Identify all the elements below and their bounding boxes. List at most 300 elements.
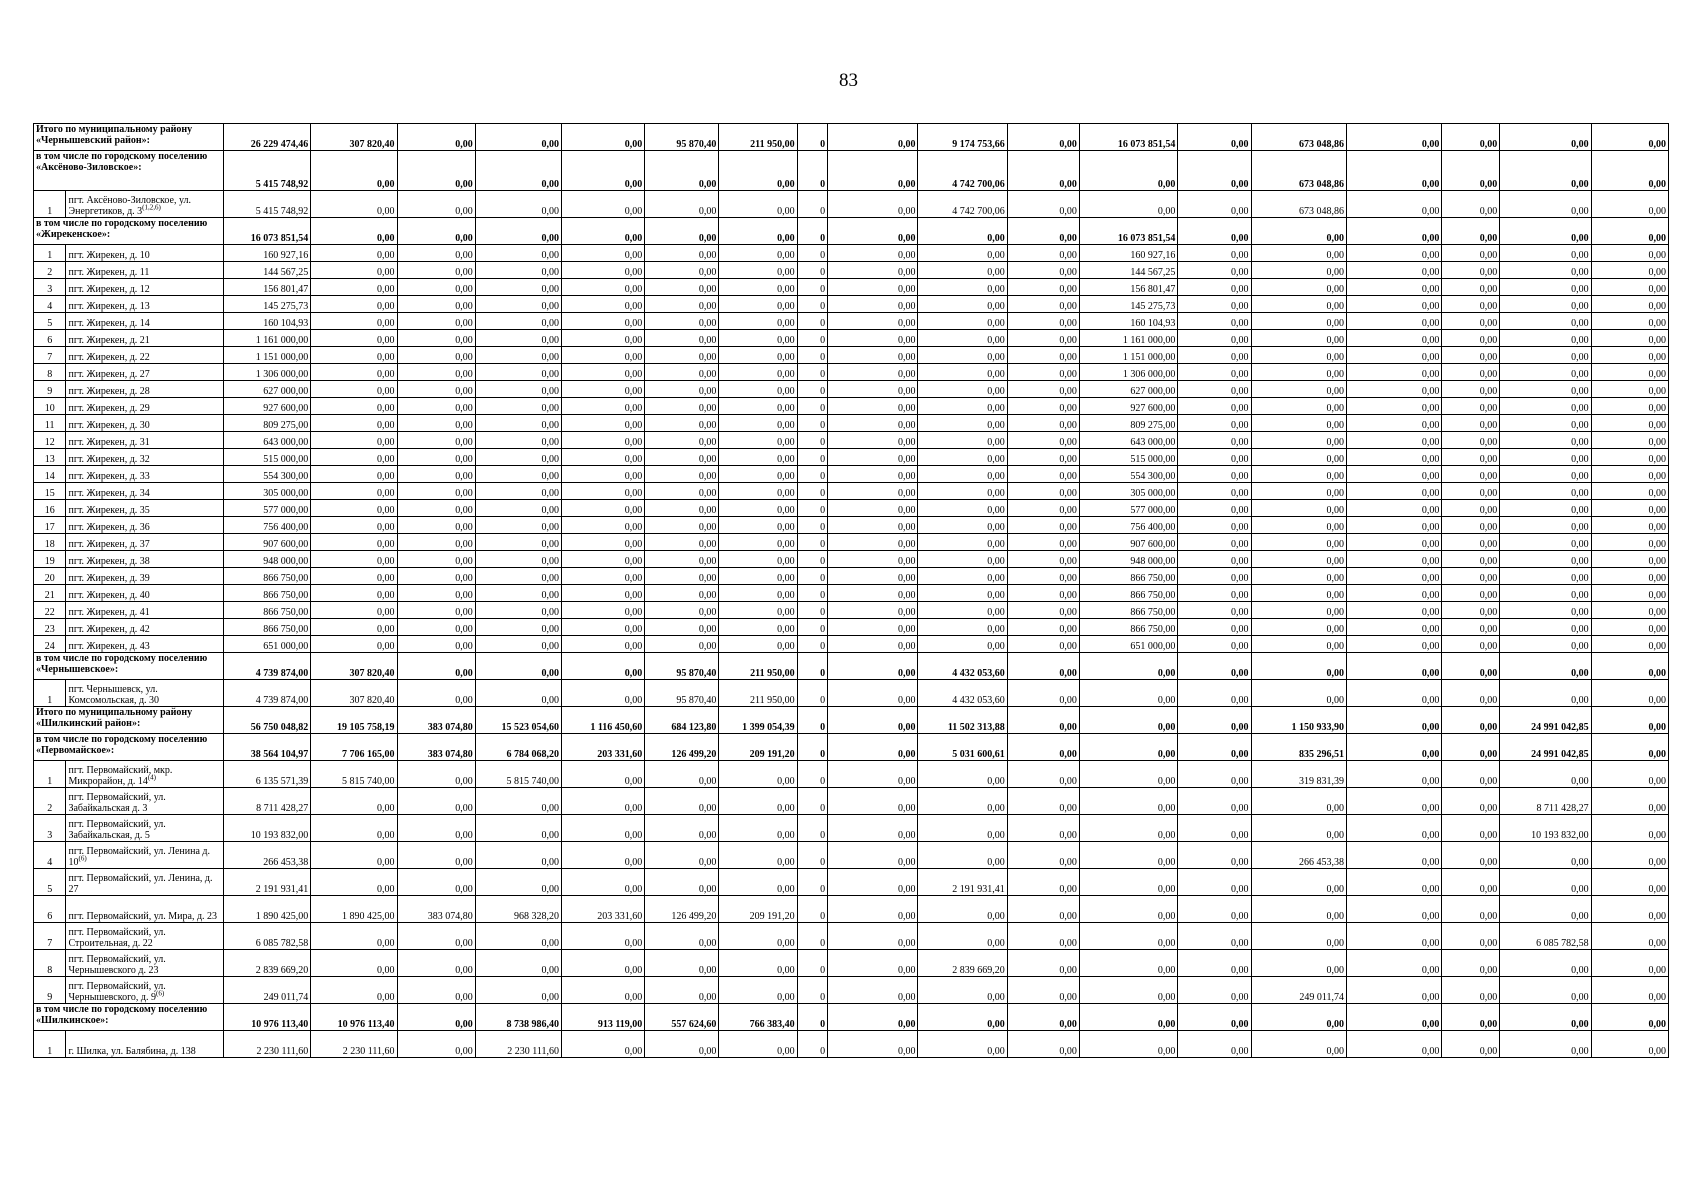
data-table — [33, 123, 1669, 1058]
amount-cell: 0,00 — [1178, 636, 1251, 653]
amount-cell: 1 150 933,90 — [1251, 707, 1346, 734]
amount-cell: 0,00 — [397, 415, 475, 432]
amount-cell: 0,00 — [562, 602, 645, 619]
amount-cell: 0,00 — [1251, 432, 1346, 449]
amount-cell: 0,00 — [1251, 364, 1346, 381]
amount-cell: 0,00 — [828, 568, 918, 585]
amount-cell: 0 — [797, 262, 827, 279]
amount-cell: 0,00 — [1346, 483, 1441, 500]
amount-cell: 0,00 — [1251, 398, 1346, 415]
amount-cell: 0,00 — [397, 923, 475, 950]
amount-cell: 0,00 — [311, 330, 397, 347]
amount-cell: 0,00 — [1178, 398, 1251, 415]
amount-cell: 0,00 — [1178, 950, 1251, 977]
amount-cell: 0,00 — [1442, 415, 1500, 432]
amount-cell: 0,00 — [1591, 218, 1668, 245]
amount-cell: 307 820,40 — [311, 124, 397, 151]
amount-cell: 0,00 — [719, 398, 797, 415]
table-row — [34, 398, 1669, 415]
amount-cell: 0,00 — [828, 551, 918, 568]
amount-cell: 0,00 — [1251, 788, 1346, 815]
amount-cell: 0,00 — [1346, 1031, 1441, 1058]
amount-cell: 0,00 — [1346, 330, 1441, 347]
amount-cell: 9 174 753,66 — [918, 124, 1007, 151]
address-cell: пгт. Жирекен, д. 14 — [66, 313, 223, 330]
amount-cell: 866 750,00 — [1079, 585, 1178, 602]
amount-cell: 0,00 — [311, 279, 397, 296]
amount-cell: 0,00 — [1178, 432, 1251, 449]
amount-cell: 0,00 — [645, 364, 719, 381]
table-row — [34, 415, 1669, 432]
amount-cell: 948 000,00 — [1079, 551, 1178, 568]
address-cell: пгт. Жирекен, д. 43 — [66, 636, 223, 653]
amount-cell: 249 011,74 — [223, 977, 310, 1004]
amount-cell: 0,00 — [397, 262, 475, 279]
amount-cell: 0 — [797, 534, 827, 551]
amount-cell: 0,00 — [1346, 534, 1441, 551]
amount-cell: 307 820,40 — [311, 680, 397, 707]
amount-cell: 0,00 — [918, 415, 1007, 432]
amount-cell: 0,00 — [1500, 568, 1591, 585]
address-cell: пгт. Первомайский, ул. Мира, д. 23 — [66, 896, 223, 923]
amount-cell: 0,00 — [311, 619, 397, 636]
amount-cell: 0,00 — [1079, 680, 1178, 707]
amount-cell: 0 — [797, 398, 827, 415]
total-row — [34, 707, 1669, 734]
amount-cell: 16 073 851,54 — [1079, 218, 1178, 245]
amount-cell: 0,00 — [1007, 636, 1079, 653]
row-index: 1 — [34, 680, 66, 707]
amount-cell: 160 104,93 — [223, 313, 310, 330]
amount-cell: 0,00 — [1442, 262, 1500, 279]
address-cell: пгт. Первомайский, ул. Чернышевского, д. 9$^{(6)}$ — [66, 977, 223, 1004]
amount-cell: 0,00 — [1007, 896, 1079, 923]
amount-cell: 0 — [797, 432, 827, 449]
amount-cell: 0,00 — [1007, 449, 1079, 466]
amount-cell: 0,00 — [1442, 761, 1500, 788]
amount-cell: 0,00 — [645, 313, 719, 330]
row-index: 4 — [34, 296, 66, 313]
amount-cell: 0,00 — [475, 191, 561, 218]
amount-cell: 0,00 — [828, 761, 918, 788]
amount-cell: 0 — [797, 869, 827, 896]
amount-cell: 144 567,25 — [223, 262, 310, 279]
amount-cell: 0,00 — [1442, 1031, 1500, 1058]
amount-cell: 0,00 — [1178, 517, 1251, 534]
amount-cell: 0,00 — [1178, 602, 1251, 619]
amount-cell: 0,00 — [1007, 415, 1079, 432]
row-index: 1 — [34, 191, 66, 218]
amount-cell: 0,00 — [475, 381, 561, 398]
amount-cell: 0,00 — [828, 500, 918, 517]
amount-cell: 0,00 — [397, 636, 475, 653]
amount-cell: 0,00 — [1007, 347, 1079, 364]
amount-cell: 0 — [797, 347, 827, 364]
table-row — [34, 534, 1669, 551]
amount-cell: 10 193 832,00 — [1500, 815, 1591, 842]
amount-cell: 126 499,20 — [645, 734, 719, 761]
amount-cell: 0,00 — [1500, 1004, 1591, 1031]
amount-cell: 0,00 — [1178, 483, 1251, 500]
amount-cell: 0,00 — [1251, 1004, 1346, 1031]
amount-cell: 1 161 000,00 — [223, 330, 310, 347]
address-cell: пгт. Первомайский, ул. Забайкальская, д. 5 — [66, 815, 223, 842]
amount-cell: 0,00 — [719, 815, 797, 842]
amount-cell: 0 — [797, 815, 827, 842]
amount-cell: 0,00 — [1007, 124, 1079, 151]
amount-cell: 0 — [797, 680, 827, 707]
amount-cell: 0,00 — [918, 245, 1007, 262]
amount-cell: 0,00 — [397, 1031, 475, 1058]
amount-cell: 0,00 — [562, 279, 645, 296]
row-index: 23 — [34, 619, 66, 636]
amount-cell: 160 104,93 — [1079, 313, 1178, 330]
row-index: 6 — [34, 330, 66, 347]
amount-cell: 0 — [797, 466, 827, 483]
amount-cell: 8 711 428,27 — [1500, 788, 1591, 815]
amount-cell: 0,00 — [828, 313, 918, 330]
amount-cell: 0 — [797, 977, 827, 1004]
amount-cell: 0,00 — [828, 262, 918, 279]
amount-cell: 0,00 — [397, 869, 475, 896]
amount-cell: 0,00 — [311, 466, 397, 483]
amount-cell: 0,00 — [1007, 381, 1079, 398]
amount-cell: 0,00 — [1591, 653, 1668, 680]
amount-cell: 0,00 — [397, 313, 475, 330]
amount-cell: 0,00 — [645, 500, 719, 517]
amount-cell: 211 950,00 — [719, 680, 797, 707]
amount-cell: 0,00 — [311, 218, 397, 245]
amount-cell: 156 801,47 — [223, 279, 310, 296]
amount-cell: 0,00 — [562, 124, 645, 151]
amount-cell: 0,00 — [1500, 466, 1591, 483]
amount-cell: 1 306 000,00 — [223, 364, 310, 381]
row-index: 12 — [34, 432, 66, 449]
amount-cell: 0,00 — [1346, 923, 1441, 950]
address-cell: пгт. Жирекен, д. 27 — [66, 364, 223, 381]
amount-cell: 0,00 — [1178, 707, 1251, 734]
amount-cell: 0,00 — [645, 296, 719, 313]
amount-cell: 0,00 — [1591, 381, 1668, 398]
amount-cell: 0,00 — [1178, 1004, 1251, 1031]
amount-cell: 0,00 — [1591, 296, 1668, 313]
amount-cell: 0,00 — [475, 869, 561, 896]
amount-cell: 5 815 740,00 — [475, 761, 561, 788]
address-cell: пгт. Жирекен, д. 30 — [66, 415, 223, 432]
amount-cell: 0,00 — [1442, 191, 1500, 218]
amount-cell: 0,00 — [1442, 680, 1500, 707]
amount-cell: 0,00 — [1591, 330, 1668, 347]
table-row — [34, 602, 1669, 619]
amount-cell: 0,00 — [828, 950, 918, 977]
amount-cell: 0,00 — [1007, 313, 1079, 330]
amount-cell: 0,00 — [1442, 483, 1500, 500]
amount-cell: 4 739 874,00 — [223, 653, 310, 680]
table-row — [34, 432, 1669, 449]
amount-cell: 0,00 — [1500, 534, 1591, 551]
amount-cell: 0,00 — [475, 977, 561, 1004]
amount-cell: 0,00 — [475, 151, 561, 191]
amount-cell: 968 328,20 — [475, 896, 561, 923]
amount-cell: 0,00 — [1591, 842, 1668, 869]
amount-cell: 0,00 — [719, 483, 797, 500]
amount-cell: 0,00 — [1178, 124, 1251, 151]
amount-cell: 0,00 — [1500, 950, 1591, 977]
amount-cell: 0,00 — [1442, 466, 1500, 483]
amount-cell: 1 116 450,60 — [562, 707, 645, 734]
amount-cell: 0,00 — [828, 381, 918, 398]
amount-cell: 2 230 111,60 — [475, 1031, 561, 1058]
amount-cell: 0,00 — [475, 364, 561, 381]
amount-cell: 0,00 — [719, 500, 797, 517]
amount-cell: 0,00 — [1251, 896, 1346, 923]
amount-cell: 0,00 — [1007, 151, 1079, 191]
amount-cell: 0 — [797, 218, 827, 245]
amount-cell: 0,00 — [1251, 568, 1346, 585]
amount-cell: 0,00 — [1500, 551, 1591, 568]
amount-cell: 0,00 — [1251, 815, 1346, 842]
amount-cell: 307 820,40 — [311, 653, 397, 680]
amount-cell: 0,00 — [918, 500, 1007, 517]
address-cell: пгт. Аксёново-Зиловское, ул. Энергетиков, д. 3$^{(1,2,6)}$ — [66, 191, 223, 218]
amount-cell: 383 074,80 — [397, 707, 475, 734]
amount-cell: 0,00 — [828, 1004, 918, 1031]
amount-cell: 0,00 — [397, 680, 475, 707]
amount-cell: 0,00 — [1251, 483, 1346, 500]
amount-cell: 0,00 — [562, 551, 645, 568]
table-row — [34, 568, 1669, 585]
amount-cell: 0,00 — [645, 534, 719, 551]
amount-cell: 0,00 — [1079, 761, 1178, 788]
amount-cell: 0,00 — [1251, 585, 1346, 602]
amount-cell: 0,00 — [1591, 364, 1668, 381]
amount-cell: 0,00 — [562, 483, 645, 500]
table-row — [34, 977, 1669, 1004]
amount-cell: 0,00 — [1591, 602, 1668, 619]
amount-cell: 0,00 — [1178, 653, 1251, 680]
amount-cell: 0,00 — [1591, 551, 1668, 568]
row-index: 7 — [34, 923, 66, 950]
amount-cell: 2 230 111,60 — [223, 1031, 310, 1058]
amount-cell: 0,00 — [1442, 923, 1500, 950]
amount-cell: 0,00 — [562, 619, 645, 636]
address-cell: пгт. Первомайский, ул. Строительная, д. 22 — [66, 923, 223, 950]
amount-cell: 673 048,86 — [1251, 191, 1346, 218]
amount-cell: 0,00 — [1178, 466, 1251, 483]
amount-cell: 0,00 — [562, 296, 645, 313]
amount-cell: 0,00 — [1442, 364, 1500, 381]
amount-cell: 0,00 — [645, 347, 719, 364]
amount-cell: 0,00 — [645, 1031, 719, 1058]
amount-cell: 0,00 — [1346, 398, 1441, 415]
amount-cell: 38 564 104,97 — [223, 734, 310, 761]
amount-cell: 0,00 — [311, 923, 397, 950]
settlement-subtotal-label: в том числе по городскому поселению «Чернышевское»: — [34, 653, 224, 680]
row-index: 13 — [34, 449, 66, 466]
amount-cell: 0 — [797, 330, 827, 347]
amount-cell: 0,00 — [1591, 398, 1668, 415]
amount-cell: 0,00 — [645, 619, 719, 636]
amount-cell: 0,00 — [1591, 347, 1668, 364]
amount-cell: 0,00 — [1346, 842, 1441, 869]
row-index: 8 — [34, 950, 66, 977]
amount-cell: 0,00 — [1500, 636, 1591, 653]
amount-cell: 266 453,38 — [1251, 842, 1346, 869]
amount-cell: 6 085 782,58 — [1500, 923, 1591, 950]
amount-cell: 0,00 — [719, 330, 797, 347]
amount-cell: 0,00 — [1007, 788, 1079, 815]
amount-cell: 0,00 — [1442, 842, 1500, 869]
amount-cell: 0 — [797, 245, 827, 262]
amount-cell: 144 567,25 — [1079, 262, 1178, 279]
amount-cell: 203 331,60 — [562, 896, 645, 923]
amount-cell: 0,00 — [828, 330, 918, 347]
amount-cell: 26 229 474,46 — [223, 124, 310, 151]
amount-cell: 0,00 — [1178, 568, 1251, 585]
amount-cell: 0,00 — [828, 815, 918, 842]
amount-cell: 19 105 758,19 — [311, 707, 397, 734]
amount-cell: 577 000,00 — [223, 500, 310, 517]
address-cell: пгт. Жирекен, д. 38 — [66, 551, 223, 568]
table-row — [34, 842, 1669, 869]
amount-cell: 0,00 — [475, 680, 561, 707]
amount-cell: 0,00 — [719, 551, 797, 568]
amount-cell: 0,00 — [1178, 330, 1251, 347]
amount-cell: 0,00 — [1500, 680, 1591, 707]
amount-cell: 0,00 — [475, 585, 561, 602]
address-cell: пгт. Жирекен, д. 32 — [66, 449, 223, 466]
amount-cell: 0 — [797, 761, 827, 788]
amount-cell: 0,00 — [475, 483, 561, 500]
amount-cell: 0,00 — [562, 534, 645, 551]
amount-cell: 0,00 — [1500, 500, 1591, 517]
amount-cell: 0,00 — [311, 245, 397, 262]
amount-cell: 0,00 — [475, 218, 561, 245]
amount-cell: 0,00 — [562, 191, 645, 218]
amount-cell: 0,00 — [1591, 279, 1668, 296]
amount-cell: 0,00 — [475, 330, 561, 347]
amount-cell: 0,00 — [1251, 330, 1346, 347]
amount-cell: 0,00 — [645, 636, 719, 653]
amount-cell: 0,00 — [828, 1031, 918, 1058]
amount-cell: 0,00 — [1591, 788, 1668, 815]
amount-cell: 0,00 — [719, 602, 797, 619]
amount-cell: 0,00 — [397, 466, 475, 483]
amount-cell: 0,00 — [475, 245, 561, 262]
amount-cell: 0,00 — [828, 218, 918, 245]
amount-cell: 0,00 — [918, 483, 1007, 500]
amount-cell: 95 870,40 — [645, 653, 719, 680]
amount-cell: 0,00 — [397, 500, 475, 517]
amount-cell: 0,00 — [918, 619, 1007, 636]
amount-cell: 0,00 — [1251, 381, 1346, 398]
amount-cell: 0,00 — [828, 707, 918, 734]
amount-cell: 0,00 — [397, 483, 475, 500]
row-index: 5 — [34, 869, 66, 896]
amount-cell: 16 073 851,54 — [1079, 124, 1178, 151]
amount-cell: 0,00 — [1500, 191, 1591, 218]
amount-cell: 0,00 — [1442, 330, 1500, 347]
amount-cell: 0,00 — [645, 568, 719, 585]
amount-cell: 0,00 — [397, 218, 475, 245]
amount-cell: 0,00 — [1178, 415, 1251, 432]
amount-cell: 0,00 — [1251, 551, 1346, 568]
amount-cell: 0,00 — [1500, 364, 1591, 381]
amount-cell: 0 — [797, 950, 827, 977]
amount-cell: 0,00 — [562, 364, 645, 381]
amount-cell: 156 801,47 — [1079, 279, 1178, 296]
amount-cell: 0,00 — [1442, 653, 1500, 680]
amount-cell: 0,00 — [1251, 415, 1346, 432]
amount-cell: 0,00 — [1442, 1004, 1500, 1031]
amount-cell: 0,00 — [918, 842, 1007, 869]
amount-cell: 0,00 — [311, 449, 397, 466]
amount-cell: 0,00 — [311, 381, 397, 398]
amount-cell: 0,00 — [1251, 950, 1346, 977]
amount-cell: 0,00 — [562, 680, 645, 707]
amount-cell: 0,00 — [562, 398, 645, 415]
amount-cell: 0,00 — [1178, 815, 1251, 842]
amount-cell: 305 000,00 — [223, 483, 310, 500]
amount-cell: 0,00 — [1007, 680, 1079, 707]
amount-cell: 0,00 — [1591, 761, 1668, 788]
amount-cell: 0,00 — [828, 364, 918, 381]
amount-cell: 0,00 — [397, 585, 475, 602]
amount-cell: 0,00 — [828, 124, 918, 151]
amount-cell: 0,00 — [1500, 124, 1591, 151]
amount-cell: 0,00 — [397, 151, 475, 191]
amount-cell: 0,00 — [562, 761, 645, 788]
amount-cell: 0 — [797, 483, 827, 500]
amount-cell: 0,00 — [397, 279, 475, 296]
table-row — [34, 483, 1669, 500]
amount-cell: 0,00 — [719, 313, 797, 330]
row-index: 10 — [34, 398, 66, 415]
table-row — [34, 950, 1669, 977]
amount-cell: 0,00 — [562, 245, 645, 262]
amount-cell: 627 000,00 — [223, 381, 310, 398]
row-index: 11 — [34, 415, 66, 432]
amount-cell: 0,00 — [1591, 815, 1668, 842]
amount-cell: 0,00 — [1007, 1031, 1079, 1058]
amount-cell: 0,00 — [562, 517, 645, 534]
amount-cell: 10 976 113,40 — [311, 1004, 397, 1031]
amount-cell: 0,00 — [828, 466, 918, 483]
row-index: 17 — [34, 517, 66, 534]
amount-cell: 0,00 — [1079, 1031, 1178, 1058]
amount-cell: 126 499,20 — [645, 896, 719, 923]
table-row — [34, 585, 1669, 602]
amount-cell: 0,00 — [645, 381, 719, 398]
amount-cell: 0,00 — [562, 923, 645, 950]
amount-cell: 0 — [797, 381, 827, 398]
amount-cell: 0,00 — [719, 585, 797, 602]
amount-cell: 0,00 — [828, 585, 918, 602]
address-cell: пгт. Жирекен, д. 10 — [66, 245, 223, 262]
amount-cell: 0,00 — [1346, 869, 1441, 896]
amount-cell: 0,00 — [1007, 923, 1079, 950]
amount-cell: 0,00 — [1591, 1031, 1668, 1058]
amount-cell: 0,00 — [1500, 218, 1591, 245]
amount-cell: 809 275,00 — [223, 415, 310, 432]
amount-cell: 0,00 — [918, 313, 1007, 330]
amount-cell: 0,00 — [311, 432, 397, 449]
amount-cell: 1 151 000,00 — [1079, 347, 1178, 364]
amount-cell: 0,00 — [1251, 680, 1346, 707]
amount-cell: 0,00 — [1500, 398, 1591, 415]
amount-cell: 0,00 — [1079, 734, 1178, 761]
amount-cell: 0,00 — [475, 398, 561, 415]
